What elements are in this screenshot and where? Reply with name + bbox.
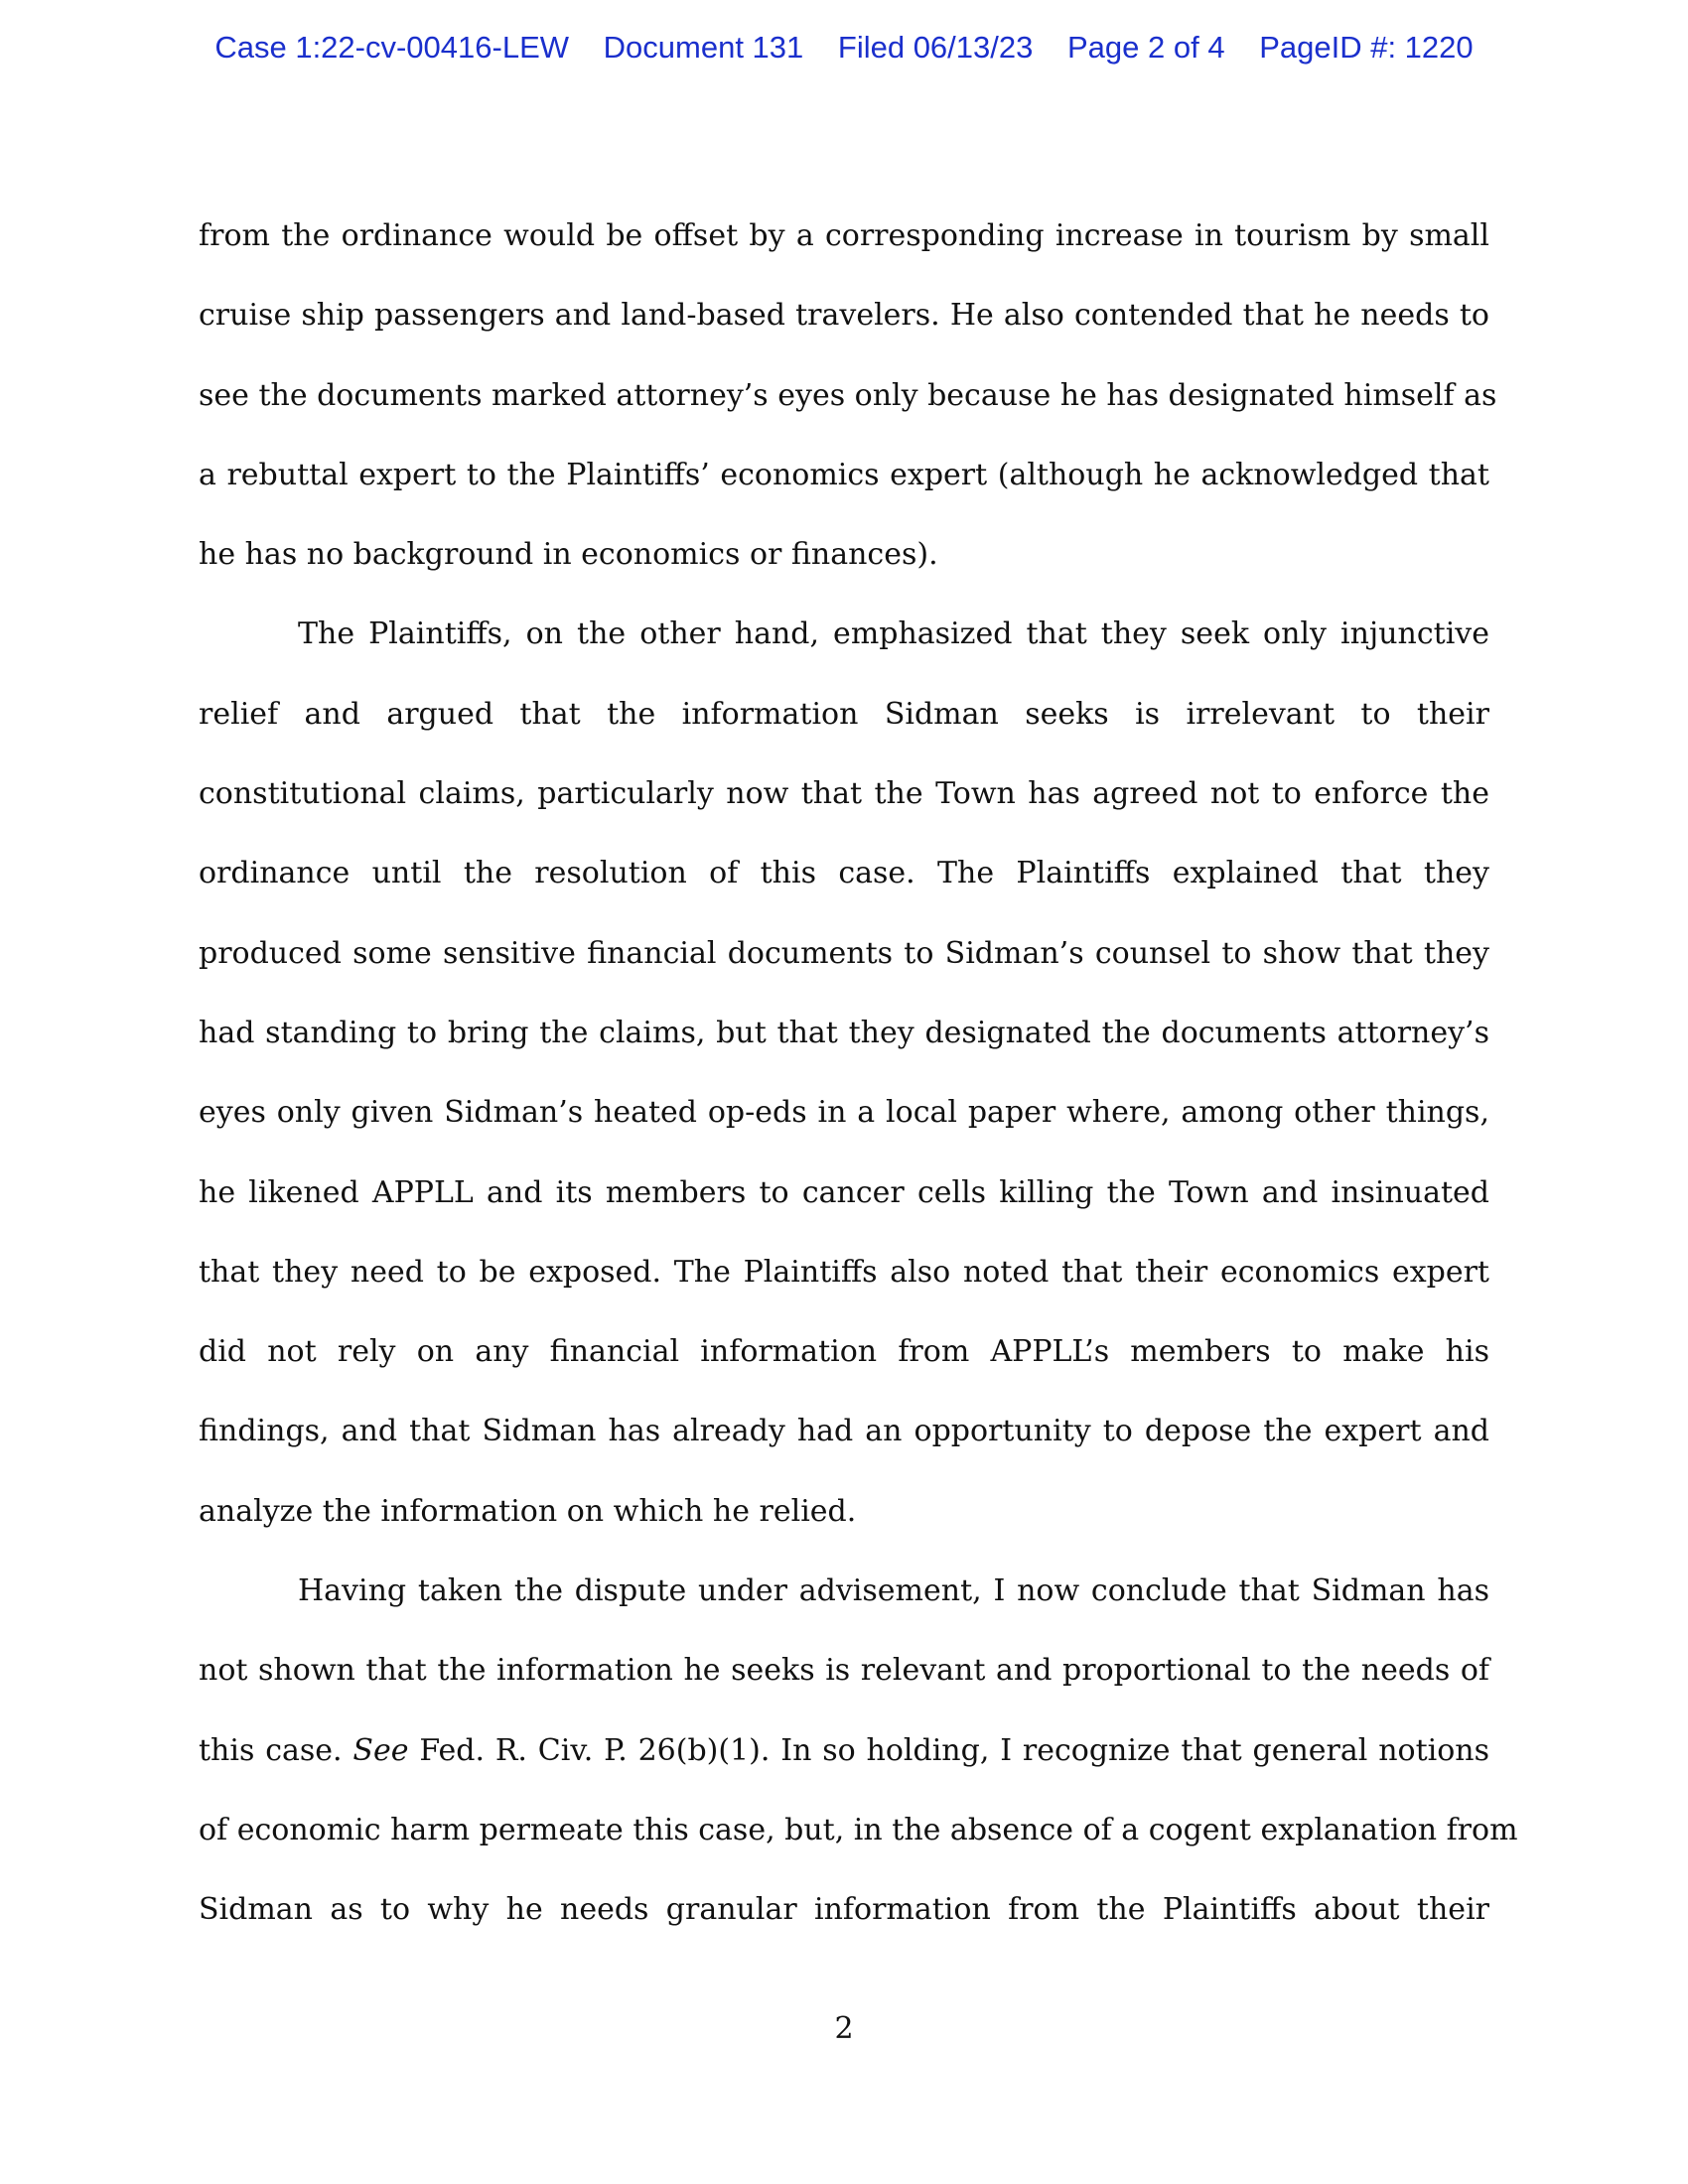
text-line: findings, and that Sidman has already had an opportunity to depose the expert and bbox=[199, 1414, 1489, 1449]
page-number: 2 bbox=[834, 2011, 854, 2046]
text-line: Sidman as to why he needs granular information from the Plaintiffs about their bbox=[199, 1892, 1489, 1928]
citation-text: Fed. R. Civ. P. 26(b)(1). In so holding, I recognize that general notions bbox=[408, 1732, 1490, 1768]
text-line: constitutional claims, particularly now that the Town has agreed not to enforce the bbox=[199, 776, 1489, 812]
text-line: The Plaintiffs, on the other hand, emphasized that they seek only injunctive bbox=[298, 616, 1489, 652]
filed-date: Filed 06/13/23 bbox=[837, 30, 1034, 65]
text-line: analyze the information on which he relied. bbox=[199, 1493, 857, 1529]
text-line: cruise ship passengers and land-based travelers. He also contended that he needs to bbox=[199, 298, 1489, 334]
text-line: not shown that the information he seeks is relevant and proportional to the needs of bbox=[199, 1653, 1489, 1689]
text-segment: this case. bbox=[199, 1732, 353, 1768]
case-number: Case 1:22-cv-00416-LEW bbox=[214, 30, 570, 65]
text-line: did not rely on any financial information from APPLL’s members to make his bbox=[199, 1334, 1489, 1370]
text-line: relief and argued that the information Sidman seeks is irrelevant to their bbox=[199, 696, 1489, 732]
text-line: see the documents marked attorney’s eyes only because he has designated himself as bbox=[199, 377, 1497, 413]
paragraph-1 bbox=[199, 197, 1497, 595]
text-line: produced some sensitive financial documents to Sidman’s counsel to show that they bbox=[199, 935, 1489, 971]
text-line: he has no background in economics or finances). bbox=[199, 537, 938, 573]
text-line: of economic harm permeate this case, but, in the absence of a cogent explanation from bbox=[199, 1812, 1518, 1847]
text-line: that they need to be exposed. The Plaintiffs also noted that their economics expert bbox=[199, 1254, 1489, 1290]
text-line: Having taken the dispute under advisement, I now conclude that Sidman has bbox=[298, 1573, 1489, 1609]
text-line: eyes only given Sidman’s heated op-eds in a local paper where, among other things, bbox=[199, 1095, 1489, 1131]
document-number: Document 131 bbox=[603, 30, 804, 65]
text-line: he likened APPLL and its members to cancer cells killing the Town and insinuated bbox=[199, 1174, 1489, 1210]
paragraph-2 bbox=[199, 595, 1489, 1552]
citation-signal: See bbox=[352, 1732, 409, 1768]
text-line bbox=[199, 1711, 1489, 1791]
text-line: a rebuttal expert to the Plaintiffs’ economics expert (although he acknowledged that bbox=[199, 457, 1489, 492]
case-header bbox=[0, 30, 1688, 66]
page-count: Page 2 of 4 bbox=[1067, 30, 1225, 65]
document-body bbox=[199, 197, 1518, 1951]
paragraph-3 bbox=[199, 1552, 1518, 1950]
page-id: PageID #: 1220 bbox=[1259, 30, 1474, 65]
text-line: ordinance until the resolution of this case. The Plaintiffs explained that they bbox=[199, 856, 1489, 891]
text-line: had standing to bring the claims, but that they designated the documents attorney’s bbox=[199, 1015, 1489, 1050]
text-line: from the ordinance would be offset by a corresponding increase in tourism by small bbox=[199, 218, 1489, 253]
